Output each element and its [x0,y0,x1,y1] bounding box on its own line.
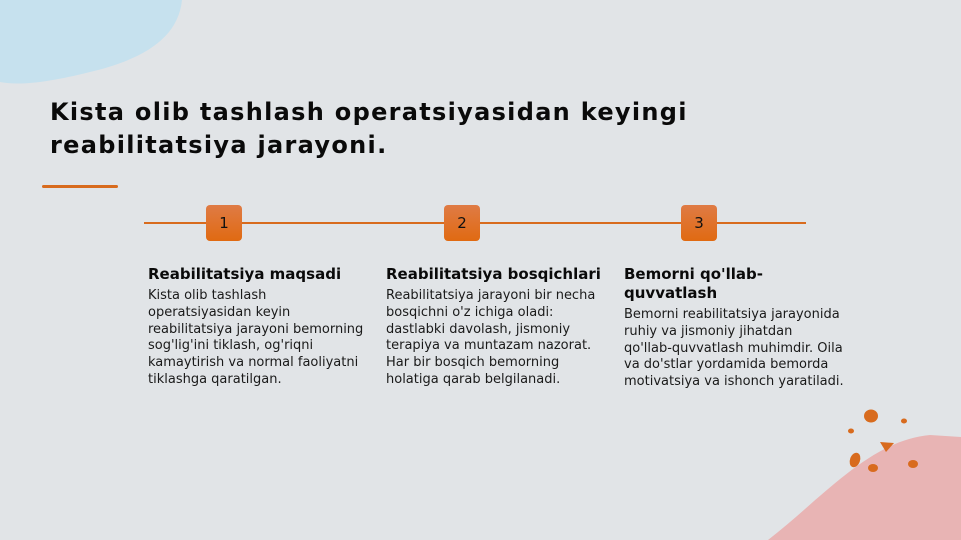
step-column-3 [624,265,844,391]
step-badge-1: 1 [206,205,242,241]
step-badge-3: 3 [681,205,717,241]
step-heading: Reabilitatsiya maqsadi [148,265,342,283]
step-heading: Reabilitatsiya bosqichlari [386,265,601,283]
slide-title: Kista olib tashlash operatsiyasidan keyingi reabilitatsiya jarayoni. [50,98,688,159]
pink-blob-shape [768,435,961,540]
step-badge-2: 2 [444,205,480,241]
title-underline [42,185,118,188]
step-description: Bemorni reabilitatsiya jarayonida ruhiy va jismoniy jihatdan qo'llab-quvvatlash muhimdir. Oila va do'stlar yordamida bemorda motivatsiya va ishonch yaratiladi. [624,307,844,390]
step-heading: Bemorni qo'llab-quvvatlash [624,265,763,302]
step-description: Reabilitatsiya jarayoni bir necha bosqichni o'z ichiga oladi: dastlabki davolash, jismoniy terapiya va muntazam nazorat. Har bir bosqich bemorning holatiga qarab belgilanadi. [386,288,596,387]
step-column-2 [386,265,606,389]
step-description: Kista olib tashlash operatsiyasidan keyin reabilitatsiya jarayoni bemorning sog'lig'ini tiklash, og'riqni kamaytirish va normal faoliyatni tiklashga qaratilgan. [148,288,364,387]
blue-blob-shape [0,0,182,84]
step-column-1 [148,265,368,389]
